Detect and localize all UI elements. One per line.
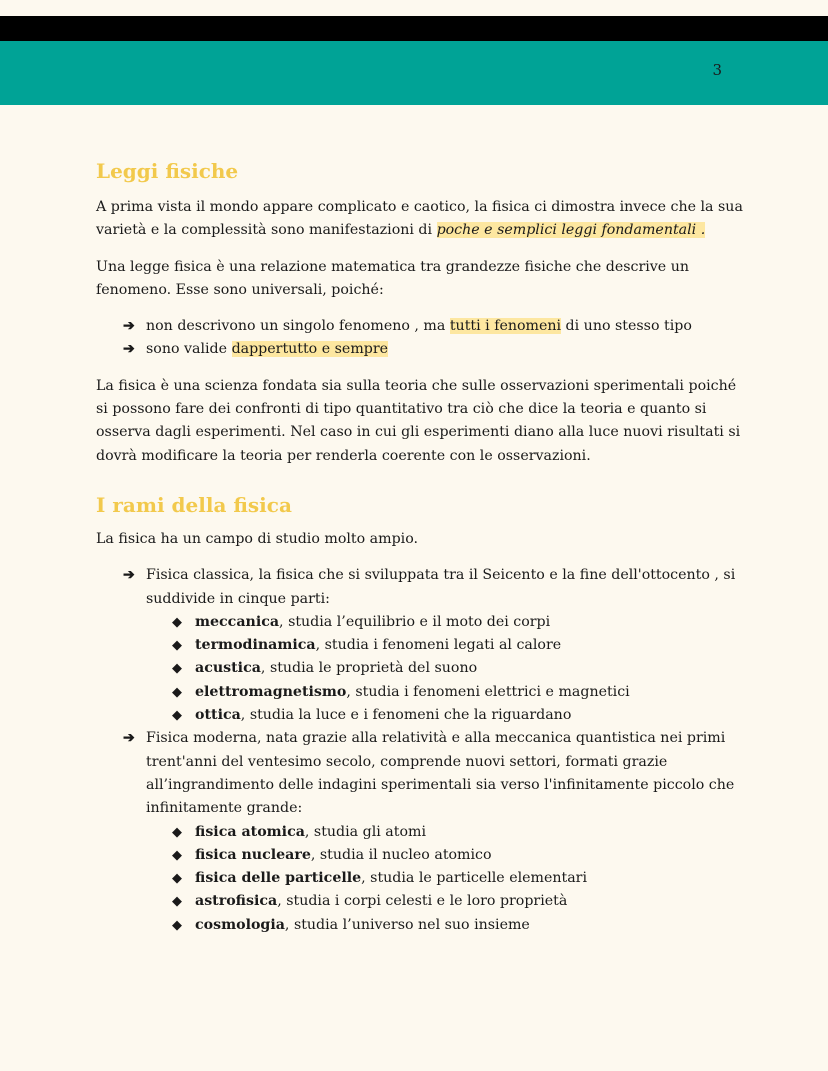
term: acustica	[195, 660, 261, 677]
term-description: , studia le particelle elementari	[361, 870, 588, 887]
term-description: , studia i corpi celesti e le loro proprietà	[277, 893, 568, 910]
list-item	[172, 681, 746, 704]
branches-list	[96, 564, 746, 937]
paragraph-teoria: La fisica è una scienza fondata sia sulla teoria che sulle osservazioni sperimentali poiché si possono fare dei confronti di tipo quantitativo tra ciò che dice la teoria e quanto si osserva dagli esperimenti. Nel caso in cui gli esperimenti diano alla luce nuovi risultati si dovrà modificare la teoria per renderla coerente con le osservazioni.	[96, 377, 741, 464]
term: cosmologia	[195, 916, 285, 933]
highlight-leggi-fondamentali: poche e semplici leggi fondamentali .	[436, 222, 706, 239]
highlight-dappertutto: dappertutto e sempre	[231, 341, 389, 358]
diamond-bullet-icon: ◆	[172, 824, 182, 840]
arrow-icon: ➔	[123, 730, 135, 747]
term-description: , studia la luce e i fenomeni che la riguardano	[240, 707, 572, 724]
list-item	[172, 914, 746, 937]
paragraph-intro: A prima vista il mondo appare complicato e caotico, la fisica ci dimostra invece che la sua varietà e la complessità sono manifestazioni di poche e semplici leggi fondamentali .	[96, 199, 743, 239]
section-title-rami-fisica: I rami della fisica	[96, 492, 292, 517]
arrow-icon: ➔	[123, 341, 135, 358]
term-description: , studia il nucleo atomico	[310, 846, 492, 863]
section-title-leggi-fisiche: Leggi fisiche	[96, 159, 239, 183]
list-item: ➔ non descrivono un singolo fenomeno , ma tutti i fenomeni di uno stesso tipo	[123, 315, 746, 338]
classica-sublist	[146, 611, 746, 727]
list-item	[172, 890, 746, 913]
term-description: , studia gli atomi	[304, 823, 426, 840]
highlight-tutti-i-fenomeni: tutti i fenomeni	[449, 318, 562, 335]
paragraph-campo-studio: La fisica ha un campo di studio molto ampio.	[96, 530, 419, 547]
list-item	[172, 867, 746, 890]
list-item	[172, 844, 746, 867]
diamond-bullet-icon: ◆	[172, 661, 182, 677]
term: fisica delle particelle	[195, 870, 362, 887]
term: termodinamica	[195, 637, 316, 654]
arrow-icon: ➔	[123, 567, 135, 584]
list-item	[172, 634, 746, 657]
diamond-bullet-icon: ◆	[172, 614, 182, 630]
list-item: ➔ sono valide dappertutto e sempre	[123, 338, 746, 361]
universality-list	[96, 315, 746, 362]
term-description: , studia le proprietà del suono	[260, 660, 478, 677]
page-number: 3	[712, 61, 722, 79]
term: astrofisica	[195, 893, 278, 910]
term: fisica nucleare	[195, 846, 311, 863]
diamond-bullet-icon: ◆	[172, 871, 182, 887]
term: meccanica	[195, 613, 280, 630]
list-item	[172, 657, 746, 680]
term: ottica	[195, 707, 241, 724]
top-black-bar	[0, 16, 828, 41]
page-content	[96, 157, 746, 937]
list-item	[172, 821, 746, 844]
diamond-bullet-icon: ◆	[172, 684, 182, 700]
diamond-bullet-icon: ◆	[172, 638, 182, 654]
list-item	[172, 611, 746, 634]
arrow-icon: ➔	[123, 318, 135, 335]
list-item	[172, 704, 746, 727]
term: elettromagnetismo	[195, 683, 347, 700]
term: fisica atomica	[195, 823, 305, 840]
list-item-fisica-classica: ➔ Fisica classica, la fisica che si sviluppata tra il Seicento e la fine dell'ottocento , si suddivide in cinque parti: ◆ meccanica, studia l’equilibrio e il moto dei corpi ◆ termodinamica, studia i fenomeni legati al calore ◆ acustica, studia le proprietà del suono ◆ elettromagnetismo, studia i fenomeni elettrici e magnetici ◆ ottica, studia la luce e i fenomeni che la riguardano	[123, 564, 746, 727]
term-description: , studia i fenomeni elettrici e magnetici	[346, 683, 630, 700]
diamond-bullet-icon: ◆	[172, 917, 182, 933]
diamond-bullet-icon: ◆	[172, 847, 182, 863]
term-description: , studia l’universo nel suo insieme	[284, 916, 530, 933]
list-item-fisica-moderna: ➔ Fisica moderna, nata grazie alla relatività e alla meccanica quantistica nei primi trent'anni del ventesimo secolo, comprende nuovi settori, formati grazie all’ingrandimento delle indagini sperimentali sia verso l'infinitamente piccolo che infinitamente grande: ◆ fisica atomica, studia gli atomi ◆ fisica nucleare, studia il nucleo atomico ◆ fisica delle particelle, studia le particelle elementari ◆ astrofisica, studia i corpi celesti e le loro proprietà ◆ cosmologia, studia l’universo nel suo insieme	[123, 727, 746, 937]
moderna-sublist	[146, 821, 746, 937]
diamond-bullet-icon: ◆	[172, 894, 182, 910]
page-header	[0, 41, 828, 105]
paragraph-legge-fisica: Una legge fisica è una relazione matematica tra grandezze fisiche che descrive un fenomeno. Esse sono universali, poiché:	[96, 258, 689, 298]
diamond-bullet-icon: ◆	[172, 708, 182, 724]
term-description: , studia i fenomeni legati al calore	[315, 637, 562, 654]
term-description: , studia l’equilibrio e il moto dei corpi	[279, 613, 551, 630]
